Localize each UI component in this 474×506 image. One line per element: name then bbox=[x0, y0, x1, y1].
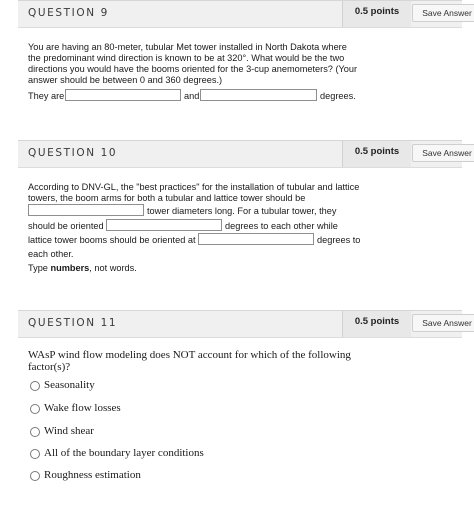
question-text-line: tower diameters long. For a tubular tower, they bbox=[147, 206, 337, 216]
points-label: 0.5 points bbox=[342, 141, 411, 167]
question-text-line: each other. bbox=[28, 249, 74, 259]
question-text-line: directions you would have the booms oriented for the 3-cup anemometers? (Your bbox=[28, 64, 358, 74]
option-label: All of the boundary layer conditions bbox=[44, 447, 204, 459]
question-header bbox=[18, 0, 472, 28]
save-answer-button[interactable]: Save Answer bbox=[412, 4, 474, 22]
tubular-angle-input[interactable] bbox=[106, 219, 222, 231]
option-label: Wind shear bbox=[44, 425, 94, 437]
radio-button[interactable] bbox=[30, 381, 40, 391]
save-answer-button[interactable]: Save Answer bbox=[412, 314, 474, 332]
option-label: Seasonality bbox=[44, 379, 95, 391]
points-label: 0.5 points bbox=[342, 1, 411, 27]
type-instruction-prefix: Type bbox=[28, 263, 48, 273]
question-header bbox=[18, 310, 472, 338]
question-text-line: should be oriented bbox=[28, 221, 104, 231]
question-header bbox=[18, 140, 472, 168]
answer-input-2[interactable] bbox=[200, 89, 317, 101]
question-title: QUESTION 11 bbox=[28, 317, 118, 329]
lattice-angle-input[interactable] bbox=[198, 233, 314, 245]
question-text-line: According to DNV-GL, the "best practices" for the installation of tubular and lattice bbox=[28, 182, 360, 192]
question-text-line: degrees to each other while bbox=[225, 221, 338, 231]
question-text: WAsP wind flow modeling does NOT account for which of the following factor(s)? bbox=[28, 349, 351, 373]
question-text-line: degrees to bbox=[317, 235, 361, 245]
question-title: QUESTION 9 bbox=[28, 7, 109, 19]
radio-button[interactable] bbox=[30, 427, 40, 437]
type-instruction bbox=[28, 263, 137, 274]
radio-button[interactable] bbox=[30, 449, 40, 459]
answer-prefix-label: They are bbox=[28, 91, 65, 101]
question-text-line: lattice tower booms should be oriented at bbox=[28, 235, 196, 245]
question-title: QUESTION 10 bbox=[28, 147, 118, 159]
radio-button[interactable] bbox=[30, 471, 40, 481]
answer-suffix-label: degrees. bbox=[320, 91, 356, 101]
option-label: Wake flow losses bbox=[44, 402, 121, 414]
question-text-line: the predominant wind direction is known to be at 320°. What would be the two bbox=[28, 53, 345, 63]
boom-length-input[interactable] bbox=[28, 204, 144, 216]
answer-input-1[interactable] bbox=[65, 89, 181, 101]
points-label: 0.5 points bbox=[342, 311, 411, 337]
radio-button[interactable] bbox=[30, 404, 40, 414]
question-text-line: towers, the boom arms for both a tubular and lattice tower should be bbox=[28, 193, 306, 203]
save-answer-button[interactable]: Save Answer bbox=[412, 144, 474, 162]
question-text-line: answer should be between 0 and 360 degrees.) bbox=[28, 75, 223, 85]
question-text-line: You are having an 80-meter, tubular Met tower installed in North Dakota where bbox=[28, 42, 347, 52]
option-label: Roughness estimation bbox=[44, 469, 141, 481]
type-instruction-bold: numbers bbox=[50, 263, 90, 273]
answer-middle-label: and bbox=[184, 91, 200, 101]
type-instruction-suffix: , not words. bbox=[89, 263, 137, 273]
